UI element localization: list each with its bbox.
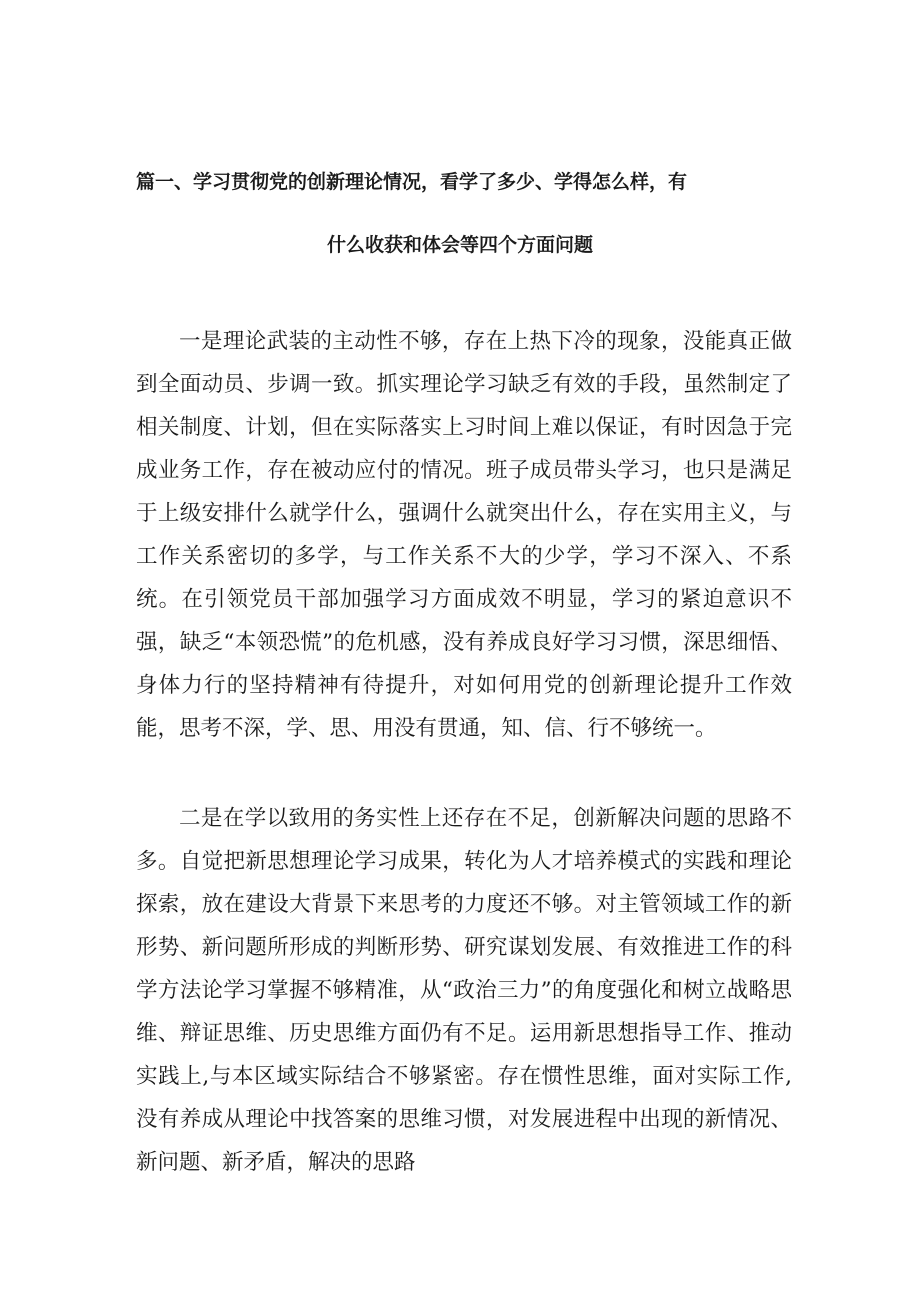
document-title-line-2: 什么收获和体会等四个方面问题 xyxy=(326,234,593,256)
body-paragraph-2: 二是在学以致用的务实性上还存在不足，创新解决问题的思路不多。自觉把新思想理论学习成果，转化为人才培养模式的实践和理论探索，放在建设大背景下来思考的力度还不够。对主管领域工作的新形势、新问题所形成的判断形势、研究谋划发展、有效推进工作的科学方法论学习掌握不够精准，从“政治三力”的角度强化和树立战略思维、辩证思维、历史思维方面仍有不足。运用新思想指导工作、推动实践上,与本区域实际结合不够紧密。存在惯性思维，面对实际工作,没有养成从理论中找答案的思维习惯，对发展进程中出现的新情况、新问题、新矛盾，解决的思路 xyxy=(136,806,792,1175)
document-title-line-1: 篇一、学习贯彻党的创新理论情况，看学了多少、学得怎么样，有 xyxy=(136,171,688,193)
body-paragraph-1: 一是理论武装的主动性不够，存在上热下冷的现象，没能真正做到全面动员、步调一致。抓实理论学习缺乏有效的手段，虽然制定了相关制度、计划，但在实际落实上习时间上难以保证，有时因急于完成业务工作，存在被动应付的情况。班子成员带头学习，也只是满足于上级安排什么就学什么，强调什么就突出什么，存在实用主义，与工作关系密切的多学，与工作关系不大的少学，学习不深入、不系统。在引领党员干部加强学习方面成效不明显，学习的紧迫意识不强，缺乏“本领恐慌”的危机感，没有养成良好学习习惯，深思细悟、身体力行的坚持精神有待提升，对如何用党的创新理论提升工作效能，思考不深，学、思、用没有贯通，知、信、行不够统一。 xyxy=(136,329,792,741)
